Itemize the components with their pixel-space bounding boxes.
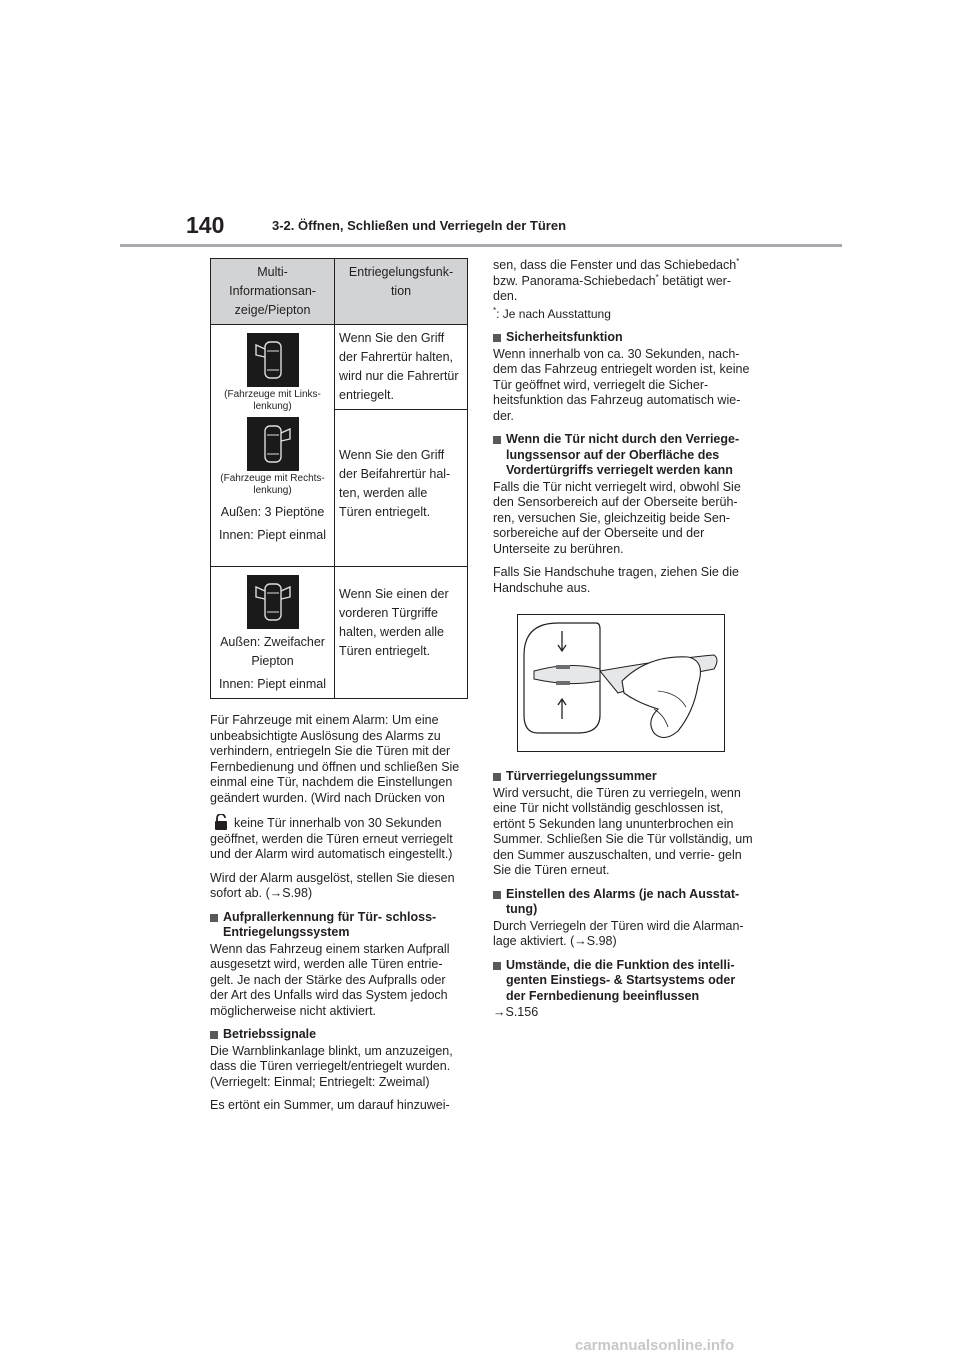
- square-bullet-icon: [493, 891, 501, 899]
- alarm-paragraph-continued-text: keine Tür innerhalb von 30 Sekunden geöffnet, werden die Türen erneut verriegelt und der Alarm wird automatisch eingestellt.): [210, 816, 453, 861]
- square-bullet-icon: [210, 914, 218, 922]
- lock-buzzer-text: Wird versucht, die Türen zu verriegeln, wenn eine Tür nicht vollständig geschlossen ist, ertönt 5 Sekunden lang ununterbrochen ein Summer. Schließen Sie die Tür vollständig, um den Summer auszuschalten, und verrie- geln Sie die Türen erneut.: [493, 785, 753, 877]
- alarm-setting-text: Durch Verriegeln der Türen wird die Alarman- lage aktiviert. (→S.98): [493, 918, 744, 948]
- table-cell-display-1: [211, 325, 335, 567]
- buzzer-text-continued: sen, dass die Fenster und das Schiebedach* bzw. Panorama-Schiebedach* betätigt wer- den.: [493, 256, 740, 303]
- left-column: [210, 258, 466, 1122]
- gloves-text: Falls Sie Handschuhe tragen, ziehen Sie die Handschuhe aus.: [493, 565, 739, 595]
- function-front-doors: Wenn Sie einen der vorderen Türgriffe halten, werden alle Türen entriegelt.: [335, 567, 468, 699]
- impact-detection-text: Wenn das Fahrzeug einem starken Aufprall ausgesetzt wird, werden alle Türen entrie- gelt. Je nach der Stärke des Aufpralls oder der Art des Unfalls wird das System jedoch möglicherweise nicht aktiviert.: [210, 941, 450, 1018]
- alarm-stop-paragraph: Wird der Alarm ausgelöst, stellen Sie diesen sofort ab. (→S.98): [210, 870, 455, 900]
- heading-lock-buzzer: Türverriegelungssummer: [493, 769, 753, 785]
- caption-right-hand-drive: (Fahrzeuge mit Rechts- lenkung): [220, 473, 325, 496]
- lock-sensor-text: Falls die Tür nicht verriegelt wird, obwohl Sie den Sensorbereich auf der Oberseite berüh- ren, versuchen Sie, gleichzeitig beide Sen- sorbereiche auf der Oberseite und der Unterseite zu berühren.: [493, 479, 741, 556]
- unlock-function-table: [210, 258, 468, 699]
- header-divider: [120, 244, 842, 247]
- unlock-button-icon: [214, 814, 228, 830]
- beep-inside-1: Innen: Piept einmal: [219, 528, 327, 542]
- table-header-display: Multi-Informationsan- zeige/Piepton: [211, 259, 335, 325]
- function-passenger-door: Wenn Sie den Griff der Beifahrertür hal- ten, werden alle Türen entriegelt.: [335, 410, 468, 567]
- square-bullet-icon: [493, 436, 501, 444]
- heading-alarm-setting: Einstellen des Alarms (je nach Ausstat- tung): [493, 887, 753, 918]
- heading-smart-entry-conditions: Umstände, die die Funktion des intelli- genten Einstiegs- & Startsystems oder der Fernbedienung beeinflussen: [493, 958, 753, 1005]
- table-cell-display-2: [211, 567, 335, 699]
- heading-operation-signals: Betriebssignale: [210, 1027, 466, 1043]
- heading-security-function: Sicherheitsfunktion: [493, 330, 753, 346]
- right-column: [493, 258, 753, 1029]
- square-bullet-icon: [493, 962, 501, 970]
- beep-outside-2: Außen: Zweifacher Piepton: [220, 635, 325, 668]
- car-all-doors-open-icon: [247, 575, 299, 629]
- watermark: carmanualsonline.info: [575, 1337, 735, 1354]
- security-function-text: Wenn innerhalb von ca. 30 Sekunden, nach- dem das Fahrzeug entriegelt worden ist, keine Tür geöffnet wird, verriegelt die Sicher- heitsfunktion das Fahrzeug automatisch wie- der.: [493, 346, 750, 423]
- heading-lock-sensor: Wenn die Tür nicht durch den Verriege- lungssensor auf der Oberfläche des Vordertürgriffs verriegelt werden kann: [493, 432, 753, 479]
- square-bullet-icon: [210, 1031, 218, 1039]
- heading-impact-detection: Aufprallerkennung für Tür- schloss-Entriegelungssystem: [210, 910, 466, 941]
- car-driver-door-open-icon: [247, 333, 299, 387]
- square-bullet-icon: [493, 773, 501, 781]
- page-reference-link[interactable]: →S.156: [493, 1005, 539, 1019]
- door-handle-illustration: [517, 614, 725, 752]
- table-header-function: Entriegelungsfunk- tion: [335, 259, 468, 325]
- section-title: 3-2. Öffnen, Schließen und Verriegeln der Türen: [272, 218, 567, 233]
- footnote: *: Je nach Ausstattung: [493, 305, 611, 321]
- alarm-paragraph: Für Fahrzeuge mit einem Alarm: Um eine unbeabsichtigte Auslösung des Alarms zu verhindern, entriegeln Sie die Türen mit der Fernbedienung und öffnen und schließen Sie einmal eine Tür, nachdem die Einstellungen geändert wurden. (Wird nach Drücken von: [210, 713, 460, 805]
- beep-outside-1: Außen: 3 Pieptöne: [220, 505, 325, 519]
- beep-inside-2: Innen: Piept einmal: [219, 677, 327, 691]
- operation-signals-text: Die Warnblinkanlage blinkt, um anzuzeigen, dass die Türen verriegelt/entriegelt wurden. (Verriegelt: Einmal; Entriegelt: Zweimal): [210, 1043, 453, 1089]
- page-number: 140: [186, 212, 225, 238]
- buzzer-text: Es ertönt ein Summer, um darauf hinzuwei-: [210, 1098, 450, 1112]
- square-bullet-icon: [493, 334, 501, 342]
- function-driver-door: Wenn Sie den Griff der Fahrertür halten, wird nur die Fahrertür entriegelt.: [335, 325, 468, 410]
- car-passenger-door-open-icon: [247, 417, 299, 471]
- alarm-paragraph-continued: [210, 814, 466, 863]
- caption-left-hand-drive: (Fahrzeuge mit Links- lenkung): [224, 389, 321, 412]
